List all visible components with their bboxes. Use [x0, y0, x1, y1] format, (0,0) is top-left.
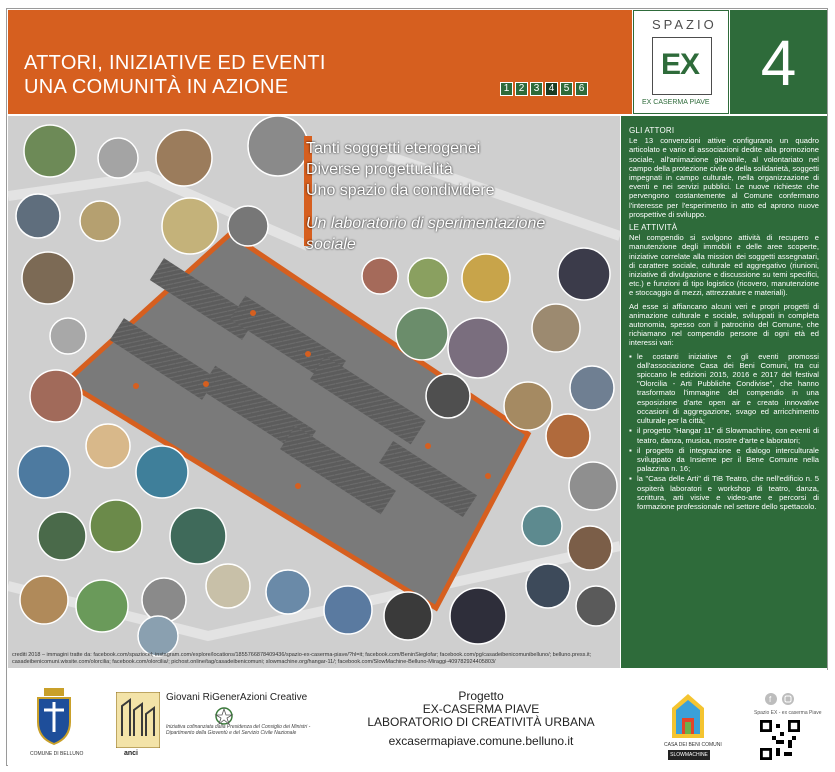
- photo-credits: crediti 2018 – immagini tratte da: facebook.com/spaziocel; instagram.com/explore/locations/1855766878409436/spazio-ex-caserma-piave/?hl=it; facebook.com/BeninSieglofar; facebook.com/pg/casadeibenicomunibelluno/; belluno.press.it; casadeibenicomuni.wixsite.com/olorcilia; facebook.com/olorcilia/; pichost.online/tag/casadeibenicomuni; slowmachine.org/hangar-11/; facebook.com/SlowMachine-Belluno-Miraggi-409782924405803/: [12, 652, 592, 665]
- photo-bubble: [18, 446, 70, 498]
- photo-bubble: [20, 576, 68, 624]
- photo-bubble: [24, 125, 76, 177]
- list-item: ▪ il progetto di integrazione e dialogo interculturale sviluppato da Insieme per il Bene Comune nella palazzina n. 16;: [629, 446, 819, 474]
- anci-label: anci: [124, 750, 139, 757]
- tagline-line-1: Tanti soggetti eterogenei: [306, 140, 481, 157]
- building-marker: [250, 310, 256, 316]
- nav-panel-3[interactable]: 3: [530, 82, 543, 96]
- shield-crest-icon: [36, 688, 72, 746]
- instagram-icon[interactable]: [782, 693, 794, 705]
- slowmachine-label: SLOWMACHINE: [668, 750, 710, 760]
- photo-bubble: [526, 564, 570, 608]
- photo-bubble: [576, 586, 616, 626]
- list-item: ▪ il progetto "Hangar 11" di Slowmachine, con eventi di teatro, danza, musica, mostre d'arte e laboratori;: [629, 426, 819, 444]
- building-marker: [425, 443, 431, 449]
- photo-bubble: [462, 254, 510, 302]
- photo-bubble: [86, 424, 130, 468]
- project-name: EX-CASERMA PIAVE: [422, 702, 540, 716]
- nav-panel-1[interactable]: 1: [500, 82, 513, 96]
- project-url-link[interactable]: excasermapiave.comune.belluno.it: [388, 734, 574, 748]
- building-marker: [203, 381, 209, 387]
- photo-bubble: [532, 304, 580, 352]
- photo-bubble: [138, 616, 178, 656]
- nav-panel-5[interactable]: 5: [560, 82, 573, 96]
- tagline-line-2: Diverse progettualità: [306, 161, 453, 178]
- nav-panel-2[interactable]: 2: [515, 82, 528, 96]
- comune-label: COMUNE DI BELLUNO: [30, 751, 84, 757]
- presidenza-text: Iniziativa cofinanziata dalla Presidenza del Consiglio dei Ministri - Dipartimento della Gioventù e del Servizio Civile Nazionale: [166, 724, 311, 736]
- project-label: Progetto: [458, 689, 504, 703]
- photo-bubble: [80, 201, 120, 241]
- attori-text: Le 13 convenzioni attive configurano un quadro articolato e vario di associazioni dedite alla promozione sociale, all'animazione giovanile, al volontariato nel campo della protezione civile o della solidarietà, soggetti impegnati in campo culturale, nella organizzazione di eventi e nei servizi pubblici. Le nuove richieste che pervengono costantemente al Comune confermano l'interesse per l'esperimento in atto ed aprono nuove prospettive di sviluppo.: [629, 136, 819, 219]
- tagline: [306, 138, 556, 255]
- republic-emblem-icon: [214, 706, 234, 726]
- social-label: Spazio EX - ex caserma Piave: [754, 710, 822, 716]
- photo-bubble: [30, 370, 82, 422]
- tagline-subline: Un laboratorio di sperimentazione sociale: [306, 215, 546, 253]
- photo-bubble: [504, 382, 552, 430]
- anci-logo-icon: [116, 692, 160, 748]
- photo-bubble: [22, 252, 74, 304]
- photo-bubble: [522, 506, 562, 546]
- tagline-line-3: Uno spazio da condividere: [306, 182, 495, 199]
- qr-code-icon[interactable]: [760, 720, 800, 760]
- giovani-title: Giovani RiGenerAzioni Creative: [166, 692, 308, 703]
- photo-bubble: [448, 318, 508, 378]
- photo-bubble: [546, 414, 590, 458]
- nav-panel-4[interactable]: 4: [545, 82, 558, 96]
- building-marker: [485, 473, 491, 479]
- spazio-ex-logo: [633, 10, 729, 114]
- photo-bubble: [98, 138, 138, 178]
- title-line-1: ATTORI, INIZIATIVE ED EVENTI: [24, 52, 326, 74]
- photo-bubble: [162, 198, 218, 254]
- building-marker: [295, 483, 301, 489]
- photo-bubble: [324, 586, 372, 634]
- footer: [8, 670, 828, 766]
- photo-bubble: [450, 588, 506, 644]
- photo-bubble: [384, 592, 432, 640]
- logo-ex-frame: [652, 37, 712, 95]
- photo-bubble: [569, 462, 617, 510]
- description-column: [621, 116, 827, 668]
- photo-bubble: [408, 258, 448, 298]
- photo-bubble: [568, 526, 612, 570]
- photo-bubble: [248, 116, 308, 176]
- photo-bubble: [266, 570, 310, 614]
- photo-bubble: [362, 258, 398, 294]
- list-item: ▪ la "Casa delle Arti" di TiB Teatro, che nell'edificio n. 5 ospiterà laboratori e workshop di teatro, danza, scrittura, arti visive e video-arte e percorsi di formazione professionale nel settore dello spettacolo.: [629, 474, 819, 511]
- attivita-heading: LE ATTIVITÀ: [629, 223, 678, 233]
- svg-text:f: f: [769, 695, 772, 704]
- photo-bubble: [90, 500, 142, 552]
- nav-panel-6[interactable]: 6: [575, 82, 588, 96]
- panel-nav: [500, 82, 588, 96]
- photo-bubble: [136, 446, 188, 498]
- house-logo-icon: [670, 692, 706, 740]
- panel-number-box: [730, 10, 827, 114]
- logo-spazio-text: SPAZIO: [652, 17, 717, 32]
- photo-bubble: [228, 206, 268, 246]
- cbc-label: CASA DEI BENI COMUNI: [664, 742, 722, 748]
- photo-bubble: [50, 318, 86, 354]
- photo-bubble: [156, 130, 212, 186]
- attori-heading: GLI ATTORI: [629, 126, 675, 135]
- project-list: [629, 352, 819, 511]
- panel-number: 4: [760, 27, 797, 99]
- logo-ex-text: EX: [661, 48, 700, 81]
- photo-bubble: [38, 512, 86, 560]
- photo-bubble: [206, 564, 250, 608]
- photo-bubble: [426, 374, 470, 418]
- attivita-text: Nel compendio si svolgono attività di recupero e manutenzione degli immobili e delle aree scoperte, iniziative correlate alla mission dei soggetti assegnatari, di carattere sociale, culturale ed aggregativo (riunioni, iniziative di divulgazione e discussione su temi specifici, etc.) e funzioni di tipo logistico (ricovero, manutenzione e stoccaggio di mezzi, attrezzature e materiali).: [629, 233, 819, 298]
- photo-bubble: [76, 580, 128, 632]
- poster: [6, 8, 828, 766]
- photo-bubble: [170, 508, 226, 564]
- social-icons: [764, 692, 796, 706]
- project-block: [356, 690, 606, 748]
- photo-bubble: [16, 194, 60, 238]
- affiancano-text: Ad esse si affiancano alcuni veri e propri progetti di animazione culturale e sociale, sviluppati in completa autonomia, spesso con il patrocinio del Comune, che richiamano nel compendio persone di ogni età ed interessi vari:: [629, 301, 819, 348]
- photo-bubble: [396, 308, 448, 360]
- building-marker: [305, 351, 311, 357]
- photo-bubble: [570, 366, 614, 410]
- building-marker: [133, 383, 139, 389]
- photo-bubble: [142, 578, 186, 622]
- aerial-map: [8, 116, 620, 668]
- project-subtitle: LABORATORIO DI CREATIVITÀ URBANA: [367, 715, 595, 729]
- photo-bubble: [558, 248, 610, 300]
- header-band: [8, 10, 632, 114]
- list-item: ▪ le costanti iniziative e gli eventi promossi dall'associazione Casa dei Beni Comuni, tra cui spiccano le edizioni 2015, 2016 e 2017 del festival "Olorcilia - Arti Pubbliche Condivise", che hanno trasformato l'immagine del compendio in una esposizione d'arte open air e creato innovative occasioni di aggregazione, svago ed arricchimento culturale per la città;: [629, 352, 819, 426]
- logo-subtitle: EX CASERMA PIAVE: [642, 99, 710, 106]
- title-line-2: UNA COMUNITÀ IN AZIONE: [24, 76, 289, 98]
